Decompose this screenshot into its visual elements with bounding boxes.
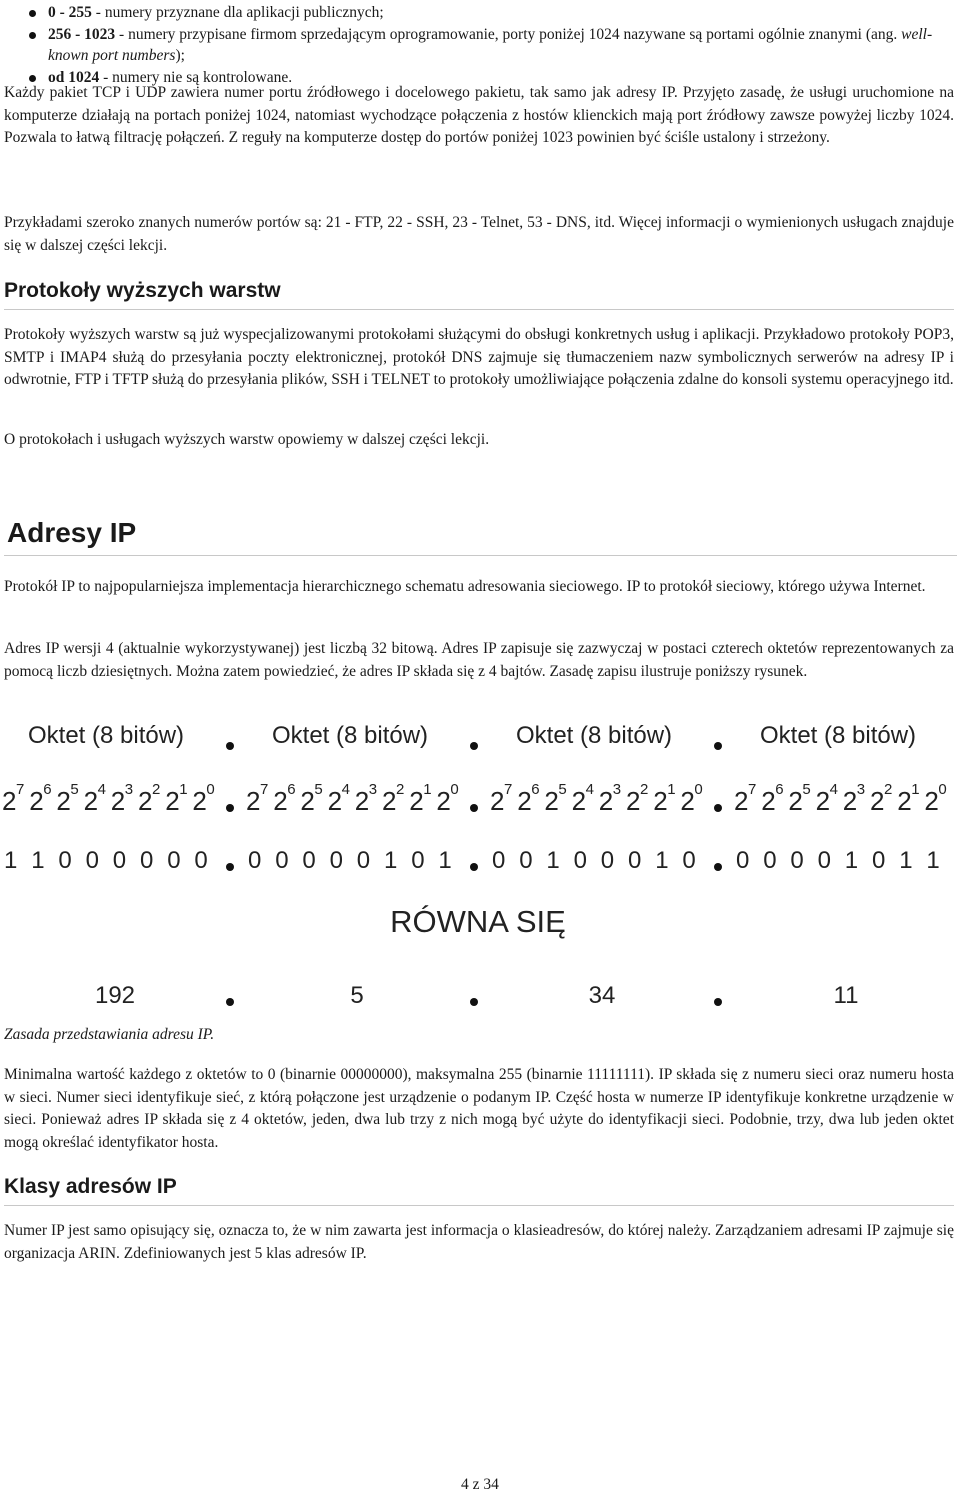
bit-value: 0	[872, 847, 886, 874]
heading-ip-addresses: Adresy IP	[4, 517, 957, 556]
power-exponent: 2	[396, 781, 405, 798]
paragraph-octet-values: Minimalna wartość każdego z oktetów to 0 (binarnie 00000000), maksymalna 255 (binarnie 11111111). IP składa się z numeru sieci oraz numeru hosta w sieci. Numer sieci identyfikuje sieć, z którą połączone jest urządzenie o podanym IP. Część hosta w numerze IP identyfikuje konkretne urządzenie w sieci. Ponieważ adres IP składa się z 4 oktetów, jeden, dwa lub trzy z nich mogą być użyte do identyfikacji sieci. Podobnie, trzy, dwa lub jeden oktet mogą określać identyfikator hosta.	[4, 1066, 954, 1151]
power-base: 2	[409, 786, 424, 816]
power-base: 2	[815, 786, 831, 816]
octet-label: Oktet (8 bitów)	[760, 722, 917, 749]
power-base: 2	[110, 786, 126, 816]
power-exponent: 0	[694, 781, 703, 798]
power-base: 2	[734, 786, 749, 816]
power-exponent: 7	[504, 781, 513, 798]
heading-ip-classes: Klasy adresów IP	[4, 1175, 954, 1206]
bullet-icon	[29, 32, 36, 39]
power-base: 2	[246, 786, 261, 816]
power-base: 2	[327, 786, 343, 816]
power-base: 2	[897, 786, 912, 816]
separator-dot	[226, 804, 234, 812]
power-exponent: 4	[829, 781, 838, 798]
bit-value: 0	[492, 847, 506, 874]
power-exponent: 2	[640, 781, 649, 798]
separator-dot	[714, 998, 722, 1006]
bit-value: 0	[356, 847, 371, 874]
range-description: - numery nie są kontrolowane.	[99, 68, 293, 86]
bit-value: 0	[411, 847, 425, 874]
power-exponent: 1	[179, 781, 188, 798]
power-base: 2	[273, 786, 288, 816]
bit-value: 1	[546, 847, 560, 874]
bit-value: 0	[329, 847, 343, 874]
bit-value: 1	[655, 847, 669, 874]
paragraph-ports: Każdy pakiet TCP i UDP zawiera numer portu źródłowego i docelowego pakietu, tak samo jak adresy IP. Przyjęto zasadę, że usługi uruchomione na komputerze działają na portach poniżej 1024, natomiast wychodzące połączenia z hostów klienckich mają port źródłowy zawsze powyżej liczby 1024. Pozwala to łatwą filtrację połączeń. Z reguły na komputerze dostęp do portów poniżej 1023 powinien być ściśle ustalony i strzeżony.	[4, 84, 954, 146]
bit-value: 0	[790, 847, 804, 874]
bit-value: 0	[302, 847, 316, 874]
power-base: 2	[2, 786, 17, 816]
octet-label: Oktet (8 bitów)	[516, 722, 673, 749]
bit-value: 0	[275, 847, 289, 874]
list-item	[28, 2, 956, 24]
power-exponent: 6	[775, 781, 784, 798]
power-base: 2	[626, 786, 641, 816]
power-exponent: 3	[124, 781, 134, 798]
bit-value: 0	[573, 847, 587, 874]
range-description: - numery przypisane firmom sprzedającym oprogramowanie, porty poniżej 1024 nazywane są portami ogólnie znanymi (ang.	[115, 25, 902, 43]
power-base: 2	[870, 786, 885, 816]
octet-label: Oktet (8 bitów)	[28, 722, 185, 749]
power-exponent: 4	[341, 781, 350, 798]
octet-decimal-value: 192	[94, 982, 136, 1009]
paragraph-higher-layers: Protokoły wyższych warstw są już wyspecjalizowanymi protokołami służącymi do obsługi konkretnych usług i aplikacji. Przykładowo protokoły POP3, SMTP i IMAP4 służą do przesyłania poczty elektronicznej, protokół DNS zajmuje się tłumaczeniem nazw symbolicznych serwerów na adresy IP i odwrotnie, FTP i TFTP służą do przesyłania plików, SSH i TELNET to protokoły umożliwiające połączenia zdalne do konsoli systemu operacyjnego itd.	[4, 326, 954, 388]
power-exponent: 5	[70, 781, 79, 798]
power-exponent: 0	[206, 781, 215, 798]
separator-dot	[470, 804, 478, 812]
ip-address-diagram	[0, 712, 960, 1022]
power-base: 2	[571, 786, 587, 816]
bit-value: 0	[140, 847, 154, 874]
separator-dot	[714, 804, 722, 812]
power-base: 2	[138, 786, 153, 816]
bit-value: 0	[112, 847, 127, 874]
paragraph-ip-classes: Numer IP jest samo opisujący się, oznacza to, że w nim zawarta jest informacja o klasieadresów, do której należy. Zarządzaniem adresami IP zajmuje się organizacja ARIN. Zdefiniowanych jest 5 klas adresów IP.	[4, 1222, 954, 1262]
power-base: 2	[165, 786, 180, 816]
separator-dot	[470, 742, 478, 750]
bit-value: 1	[31, 847, 45, 874]
paragraph-ip-intro: Protokół IP to najpopularniejsza implementacja hierarchicznego schematu adresowania sieciowego. IP to protokół sieciowy, którego używa Internet.	[4, 578, 926, 595]
power-base: 2	[29, 786, 44, 816]
bit-value: 1	[384, 847, 398, 874]
paragraph-ip-structure: Adres IP wersji 4 (aktualnie wykorzystywanej) jest liczbą 32 bitową. Adres IP zapisuje się zazwyczaj w postaci czterech oktetów reprezentowanych za pomocą liczb dziesiętnych. Można zatem powiedzieć, że adres IP składa się z 4 bajtów. Zasadę zapisu ilustruje poniższy rysunek.	[4, 640, 954, 680]
port-ranges-list	[28, 2, 956, 88]
power-exponent: 4	[97, 781, 106, 798]
separator-dot	[226, 742, 234, 750]
bit-value: 0	[763, 847, 777, 874]
bit-value: 0	[600, 847, 615, 874]
power-base: 2	[788, 786, 803, 816]
power-exponent: 3	[612, 781, 622, 798]
range-label: 0 - 255	[48, 4, 92, 21]
bit-value: 0	[817, 847, 831, 874]
equals-label: RÓWNA SIĘ	[390, 904, 566, 939]
power-base: 2	[680, 786, 695, 816]
list-item	[28, 24, 956, 67]
octet-decimal-value: 34	[588, 982, 616, 1009]
power-exponent: 7	[748, 781, 757, 798]
power-exponent: 3	[856, 781, 866, 798]
octet-label: Oktet (8 bitów)	[272, 722, 429, 749]
power-exponent: 2	[884, 781, 893, 798]
bit-value: 0	[58, 847, 72, 874]
bit-value: 0	[519, 847, 533, 874]
power-base: 2	[382, 786, 397, 816]
power-exponent: 1	[667, 781, 676, 798]
power-exponent: 2	[152, 781, 161, 798]
power-base: 2	[192, 786, 207, 816]
octet-decimal-value: 5	[350, 982, 364, 1009]
bullet-icon	[29, 10, 36, 17]
power-exponent: 0	[450, 781, 459, 798]
bit-value: 1	[4, 847, 18, 874]
power-base: 2	[517, 786, 532, 816]
separator-dot	[714, 863, 722, 871]
paragraph-higher-layers-note: O protokołach i usługach wyższych warstw opowiemy w dalszej części lekcji.	[4, 431, 490, 448]
octet-decimal-value: 11	[833, 982, 859, 1009]
power-exponent: 1	[911, 781, 920, 798]
power-base: 2	[653, 786, 668, 816]
power-exponent: 6	[531, 781, 540, 798]
bullet-icon	[29, 75, 36, 82]
bit-value: 0	[85, 847, 99, 874]
power-exponent: 0	[938, 781, 947, 798]
range-label: 256 - 1023	[48, 25, 116, 43]
power-base: 2	[544, 786, 559, 816]
range-description: - numery przyznane dla aplikacji publicznych;	[91, 4, 384, 21]
power-base: 2	[598, 786, 614, 816]
separator-dot	[714, 742, 722, 750]
page-number: 4 z 34	[461, 1476, 499, 1493]
power-exponent: 1	[423, 781, 432, 798]
power-base: 2	[761, 786, 776, 816]
range-label: od 1024	[48, 68, 100, 86]
power-exponent: 5	[314, 781, 323, 798]
power-base: 2	[354, 786, 370, 816]
paragraph-port-examples: Przykładami szeroko znanych numerów portów są: 21 - FTP, 22 - SSH, 23 - Telnet, 53 - DNS, itd. Więcej informacji o wymienionych usługach znajduje się w dalszej części lekcji.	[4, 214, 954, 254]
power-exponent: 7	[260, 781, 269, 798]
bit-value: 0	[682, 847, 696, 874]
bit-value: 1	[438, 847, 452, 874]
range-description-end: );	[175, 47, 185, 64]
heading-higher-layers: Protokoły wyższych warstw	[4, 279, 954, 310]
bit-value: 0	[628, 847, 642, 874]
bit-value: 0	[248, 847, 262, 874]
figure-caption: Zasada przedstawiania adresu IP.	[4, 1026, 215, 1043]
power-exponent: 5	[802, 781, 811, 798]
power-exponent: 6	[43, 781, 52, 798]
separator-dot	[226, 998, 234, 1006]
bit-value: 0	[194, 847, 208, 874]
power-exponent: 3	[368, 781, 378, 798]
power-exponent: 6	[287, 781, 296, 798]
power-base: 2	[300, 786, 315, 816]
power-base: 2	[842, 786, 858, 816]
separator-dot	[226, 863, 234, 871]
separator-dot	[470, 998, 478, 1006]
power-base: 2	[490, 786, 505, 816]
power-base: 2	[56, 786, 71, 816]
bit-value: 0	[167, 847, 181, 874]
english-term: well-known port numbers	[48, 25, 933, 64]
power-exponent: 4	[585, 781, 594, 798]
bit-value: 1	[926, 847, 940, 874]
power-base: 2	[83, 786, 99, 816]
power-exponent: 5	[558, 781, 567, 798]
separator-dot	[470, 863, 478, 871]
power-base: 2	[924, 786, 939, 816]
power-base: 2	[436, 786, 451, 816]
bit-value: 1	[844, 847, 859, 874]
power-exponent: 7	[16, 781, 25, 798]
bit-value: 0	[736, 847, 750, 874]
bit-value: 1	[899, 847, 913, 874]
